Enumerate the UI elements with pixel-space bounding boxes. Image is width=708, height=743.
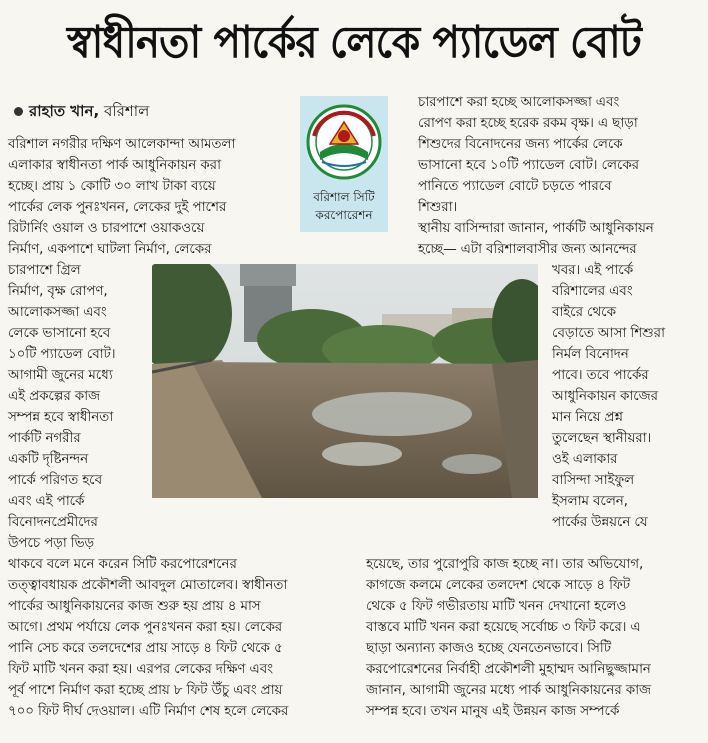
- body-line: শিশুরা।: [418, 199, 458, 215]
- body-line: নির্মল বিনোদন: [552, 346, 629, 362]
- body-line: বাস্তবে মাটি খনন করা হয়েছে সর্বোচ্চ ৩ ফিট করে। এ: [366, 619, 641, 635]
- reporter-name: রাহাত খান,: [29, 102, 100, 120]
- body-line: স্থানীয় বাসিন্দারা জানান, পার্কটি আধুনিকায়ন: [418, 220, 654, 236]
- body-line: তুলেছেন স্থানীয়রা।: [552, 430, 652, 446]
- body-line: জানান, আগামী জুনের মধ্যে পার্ক আধুনিকায়নের কাজ: [366, 682, 651, 698]
- body-line: ফিট মাটি খনন করা হয়। এরপর লেকের দক্ষিণ এবং: [8, 661, 273, 677]
- body-line: তত্ত্বাবধায়ক প্রকৌশলী আবদুল মোতালেব। স্বাধীনতা: [8, 577, 288, 593]
- body-line: বিনোদনপ্রেমীদের: [8, 514, 98, 530]
- body-line: বাসিন্দা সাইফুল: [552, 472, 635, 488]
- body-line: এলাকার স্বাধীনতা পার্ক আধুনিকায়ন করা: [8, 157, 221, 173]
- body-line: আধুনিকায়ন কাজের: [552, 388, 658, 404]
- body-line: হচ্ছে। প্রায় ১ কোটি ৩০ লাখ টাকা ব্যয়ে: [8, 178, 216, 194]
- reporter-place: বরিশাল: [103, 102, 150, 120]
- body-line: এই প্রকল্পের কাজ: [8, 388, 100, 404]
- body-line: পার্কটি নগরীর: [8, 430, 81, 446]
- body-line: হচ্ছে— এটা বরিশালবাসীর জন্য আনন্দের: [418, 241, 637, 257]
- body-line: সম্পন্ন হবে স্বাধীনতা: [8, 409, 114, 425]
- body-line: একটি দৃষ্টিনন্দন: [8, 451, 88, 467]
- city-corporation-logo: [300, 96, 388, 184]
- body-line: মান নিয়ে প্রশ্ন: [552, 409, 623, 425]
- body-line: পাবে। তবে পার্কের: [552, 367, 649, 383]
- body-line: ওই এলাকার: [552, 451, 618, 467]
- bullet-icon: [14, 107, 23, 116]
- body-line: পার্কে পরিণত হবে: [8, 472, 102, 488]
- body-line: চারপাশে গ্রিল: [8, 262, 81, 278]
- body-line: ১০টি প্যাডেল বোট।: [8, 346, 116, 362]
- body-line: পার্কের আধুনিকায়নের কাজ শুরু হয় প্রায় ৪ মাস: [8, 598, 261, 614]
- lake-photo: [152, 264, 538, 498]
- body-line: হয়েছে, তার পুরোপুরি কাজ হচ্ছে না। তার অভিযোগ,: [366, 556, 644, 572]
- logo-caption: [300, 180, 388, 232]
- body-line: আলোকসজ্জা এবং: [8, 304, 107, 320]
- body-line: ভাসানো হবে ১০টি প্যাডেল বোট। লেকের: [418, 157, 639, 173]
- body-line: রোপণ করা হচ্ছে হরেক রকম বৃক্ষ। এ ছাড়া: [418, 115, 638, 131]
- logo-caption-line2: করপোরেশন: [315, 208, 373, 222]
- body-line: পূর্ব পাশে নির্মাণ করা হচ্ছে প্রায় ৮ ফিট উঁচু এবং প্রায়: [8, 682, 283, 698]
- body-line: পানি সেচ করে তলদেশের প্রায় সাড়ে ৪ ফিট থেকে ৫: [8, 640, 283, 656]
- body-line: উপচে পড়া ভিড়: [8, 535, 95, 551]
- body-line: শিশুদের বিনোদনের জন্য পার্কের লেকে: [418, 136, 623, 152]
- body-line: করপোরেশনের নির্বাহী প্রকৌশলী মুহাম্মদ আনিছুজ্জামান: [366, 661, 651, 677]
- byline: [14, 100, 149, 125]
- body-line: আগামী জুনের মধ্যে: [8, 367, 113, 383]
- body-line: নির্মাণ, বৃক্ষ রোপণ,: [8, 283, 108, 299]
- body-line: ৭০০ ফিট দীর্ঘ দেওয়াল। এটি নির্মাণ শেষ হলে লেকের: [8, 703, 289, 719]
- body-line: নির্মাণ, একপাশে ঘাটলা নির্মাণ, লেকের: [8, 241, 212, 257]
- body-line: কাগজে কলমে লেকের তলদেশ থেকে সাড়ে ৪ ফিট: [366, 577, 630, 593]
- body-line: বরিশাল নগরীর দক্ষিণ আলেকান্দা আমতলা: [8, 136, 236, 152]
- body-line: থেকে ৫ ফিট গভীরতায় মাটি খনন দেখানো হলেও: [366, 598, 627, 614]
- body-line: পার্কের উন্নয়নে যে: [552, 514, 648, 530]
- body-line: বাইরে থেকে: [552, 304, 616, 320]
- body-line: ছাড়া অন্যান্য কাজও হচ্ছে যেনতেনভাবে। সিটি: [366, 640, 611, 656]
- body-line: ইসলাম বলেন,: [552, 493, 628, 509]
- headline: স্বাধীনতা পার্কের লেকে প্যাডেল বোট: [67, 16, 641, 68]
- body-line: বরিশালের এবং: [552, 283, 633, 299]
- seal-icon: [300, 96, 388, 184]
- body-line: খবর। এই পার্কে: [552, 262, 634, 278]
- body-line: লেকে ভাসানো হবে: [8, 325, 111, 341]
- body-line: আগে। প্রথম পর্যায়ে লেক পুনঃখনন করা হয়। লেকের: [8, 619, 283, 635]
- body-line: এবং এই পার্কে: [8, 493, 85, 509]
- body-line: রিটার্নিং ওয়াল ও চারপাশে ওয়াকওয়ে: [8, 220, 205, 236]
- body-line: সম্পন্ন হবে। তখন মানুষ এই উন্নয়ন কাজ সম্পর্কে: [366, 703, 620, 719]
- body-line: থাকবে বলে মনে করেন সিটি করপোরেশনের: [8, 556, 237, 572]
- body-line: বেড়াতে আসা শিশুরা: [552, 325, 665, 341]
- body-line: পানিতে প্যাডেল বোটে চড়তে পারবে: [418, 178, 612, 194]
- body-line: চারপাশে করা হচ্ছে আলোকসজ্জা এবং: [418, 94, 620, 110]
- body-line: পার্কের লেক পুনঃখনন, লেকের দুই পাশের: [8, 199, 227, 215]
- logo-caption-line1: বরিশাল সিটি: [313, 190, 375, 204]
